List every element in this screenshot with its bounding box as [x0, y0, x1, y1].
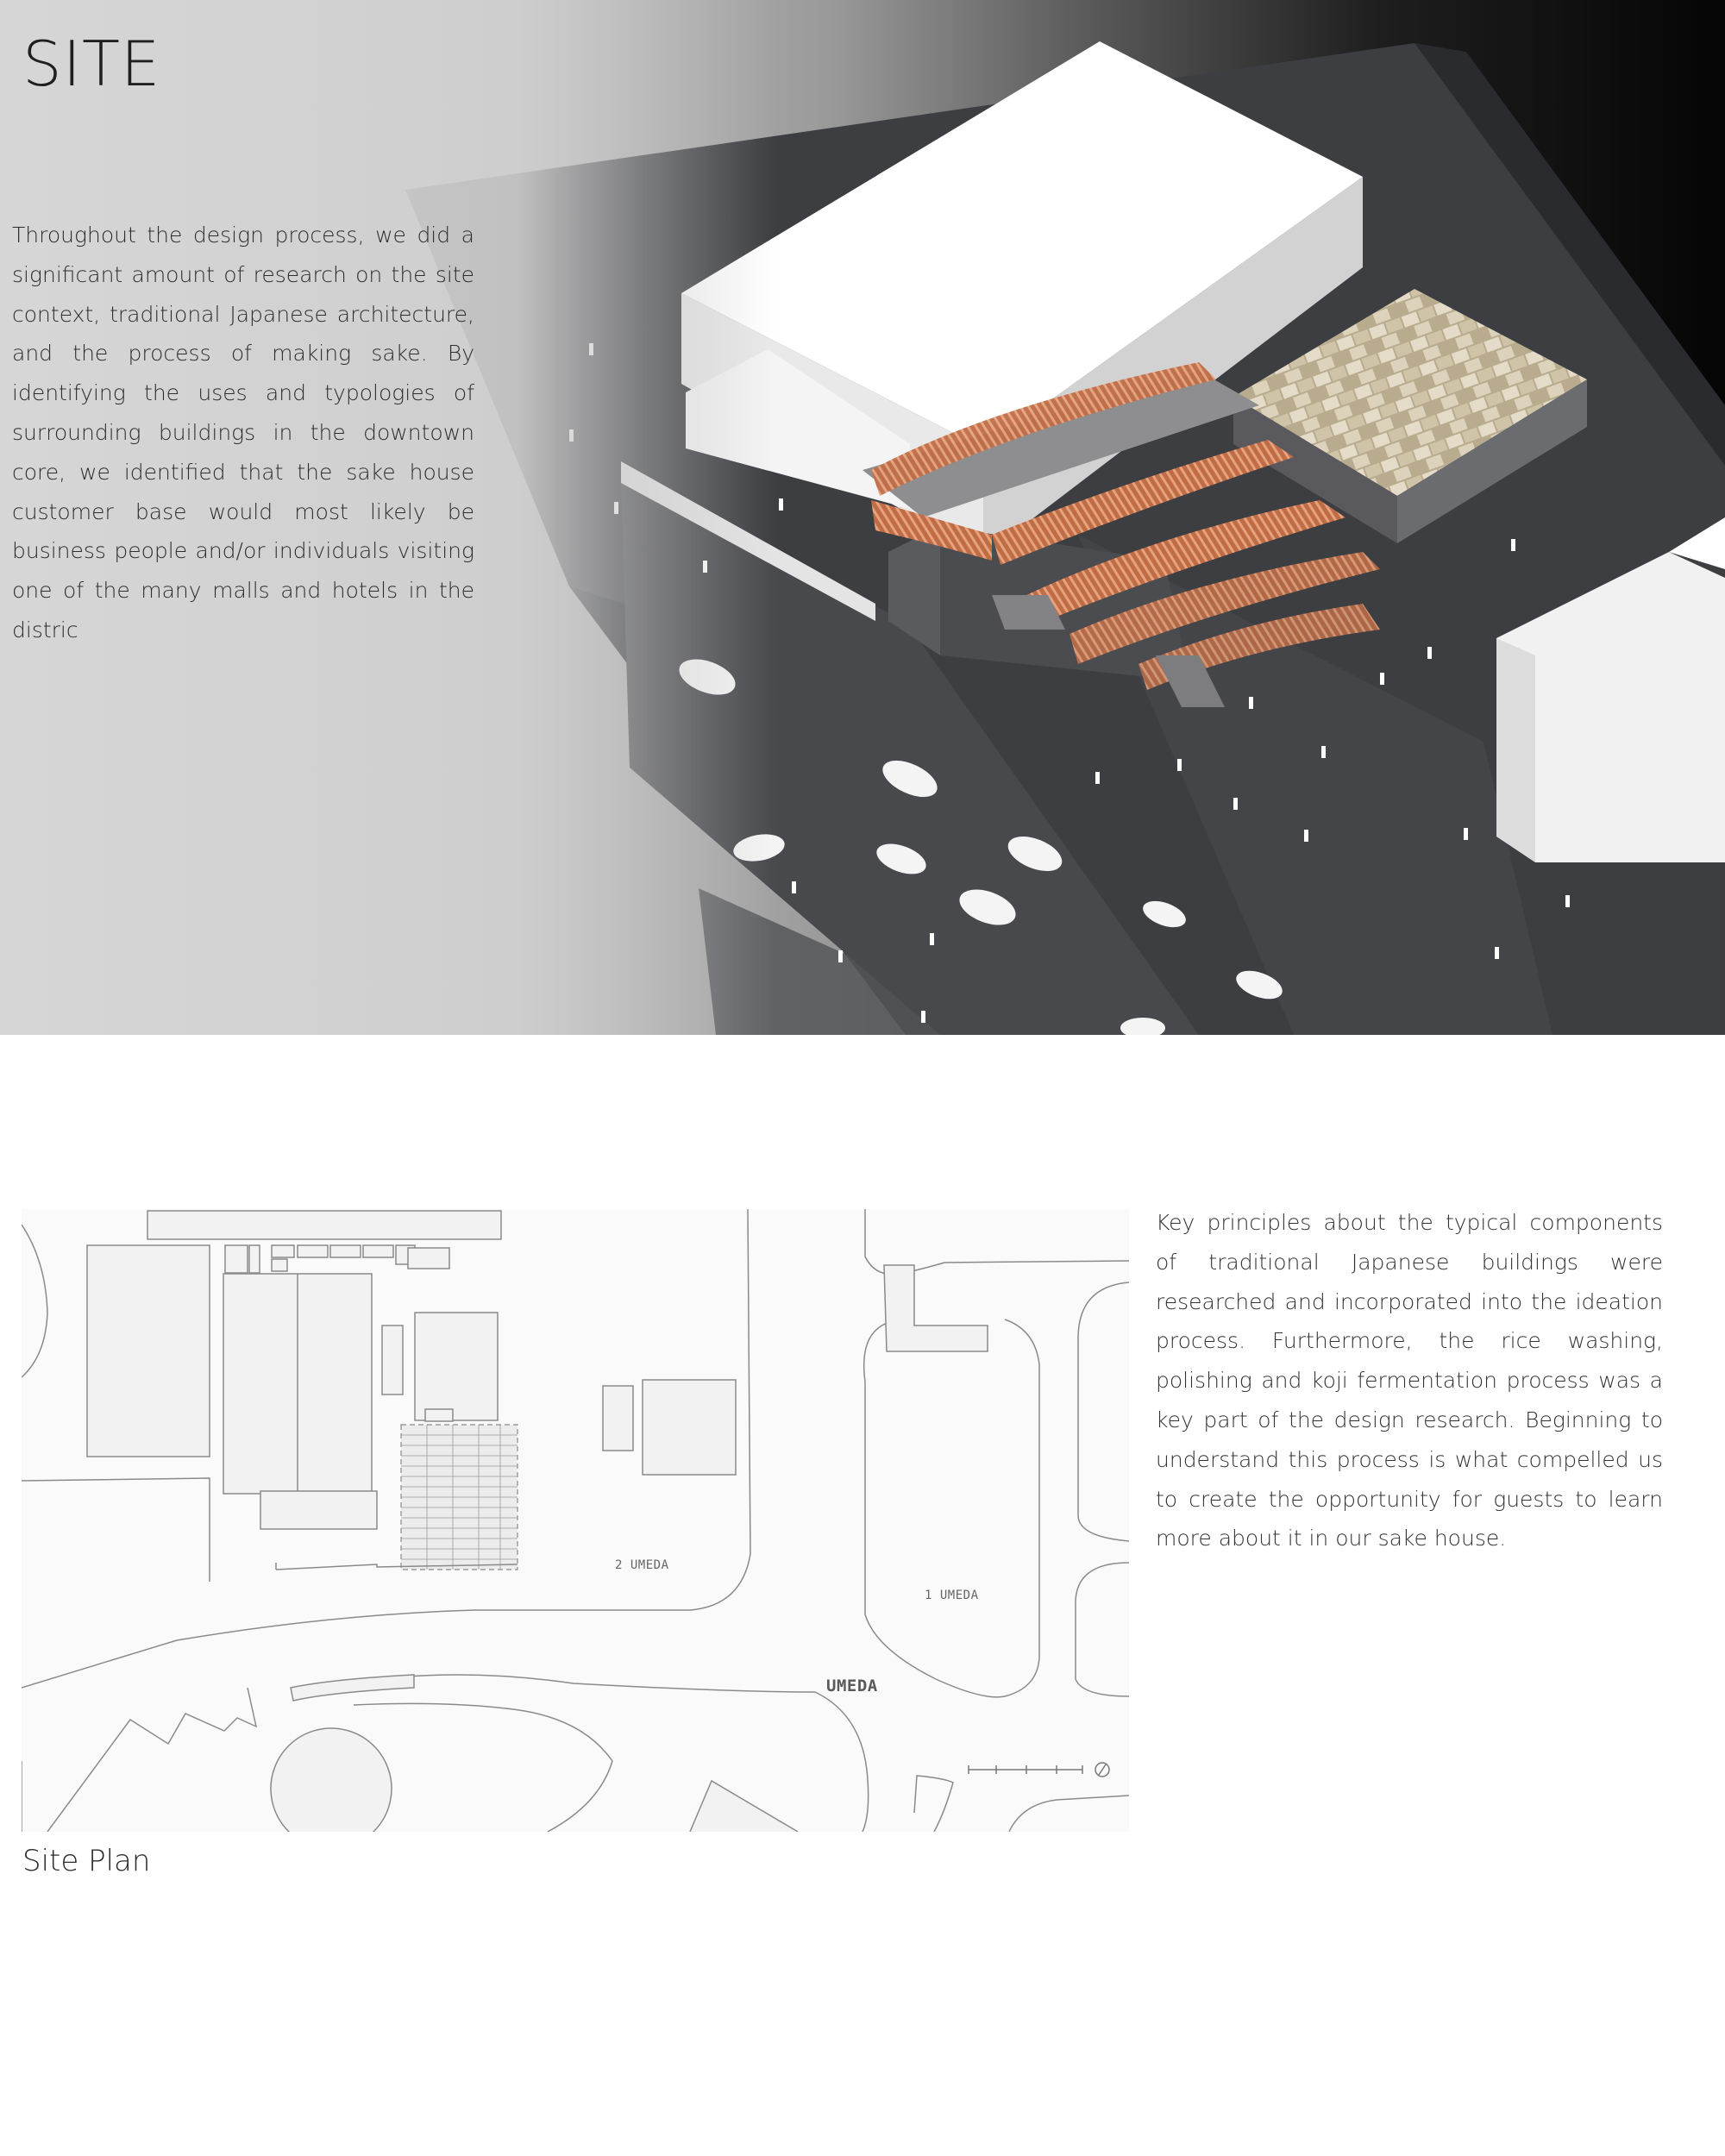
north-arrow-icon [1095, 1763, 1109, 1777]
principles-paragraph: Key principles about the typical components of traditional Japanese buildings were researched and incorporated into the ideation process. Furthermore, the rice washing, polishing and koji fermentation process was a key part of the design research. Beginning to understand this process is what compelled us to create the opportunity for guests to learn more about it in our sake house. [1156, 1210, 1663, 1551]
site-plan-caption: Site Plan [22, 1844, 151, 1878]
site-plan-map [22, 1209, 1129, 1832]
intro-paragraph: Throughout the design process, we did a significant amount of research on the site context, traditional Japanese architecture, and the process of making sake. By identifying the uses and typologies of surrounding buildings in the downtown core, we identified that the sake house customer base would most likely be business people and/or individuals visiting one of the many malls and hotels in the distric [12, 222, 474, 642]
map-label-2-umeda: 2 UMEDA [615, 1558, 669, 1572]
page-title: SITE [22, 28, 161, 100]
site-plan-drawing [22, 1209, 1129, 1832]
site-render [0, 0, 1725, 1035]
sake-house-footprint [401, 1425, 518, 1570]
scale-bar [969, 1765, 1082, 1774]
map-label-1-umeda: 1 UMEDA [925, 1589, 979, 1602]
map-label-umeda: UMEDA [826, 1677, 878, 1695]
